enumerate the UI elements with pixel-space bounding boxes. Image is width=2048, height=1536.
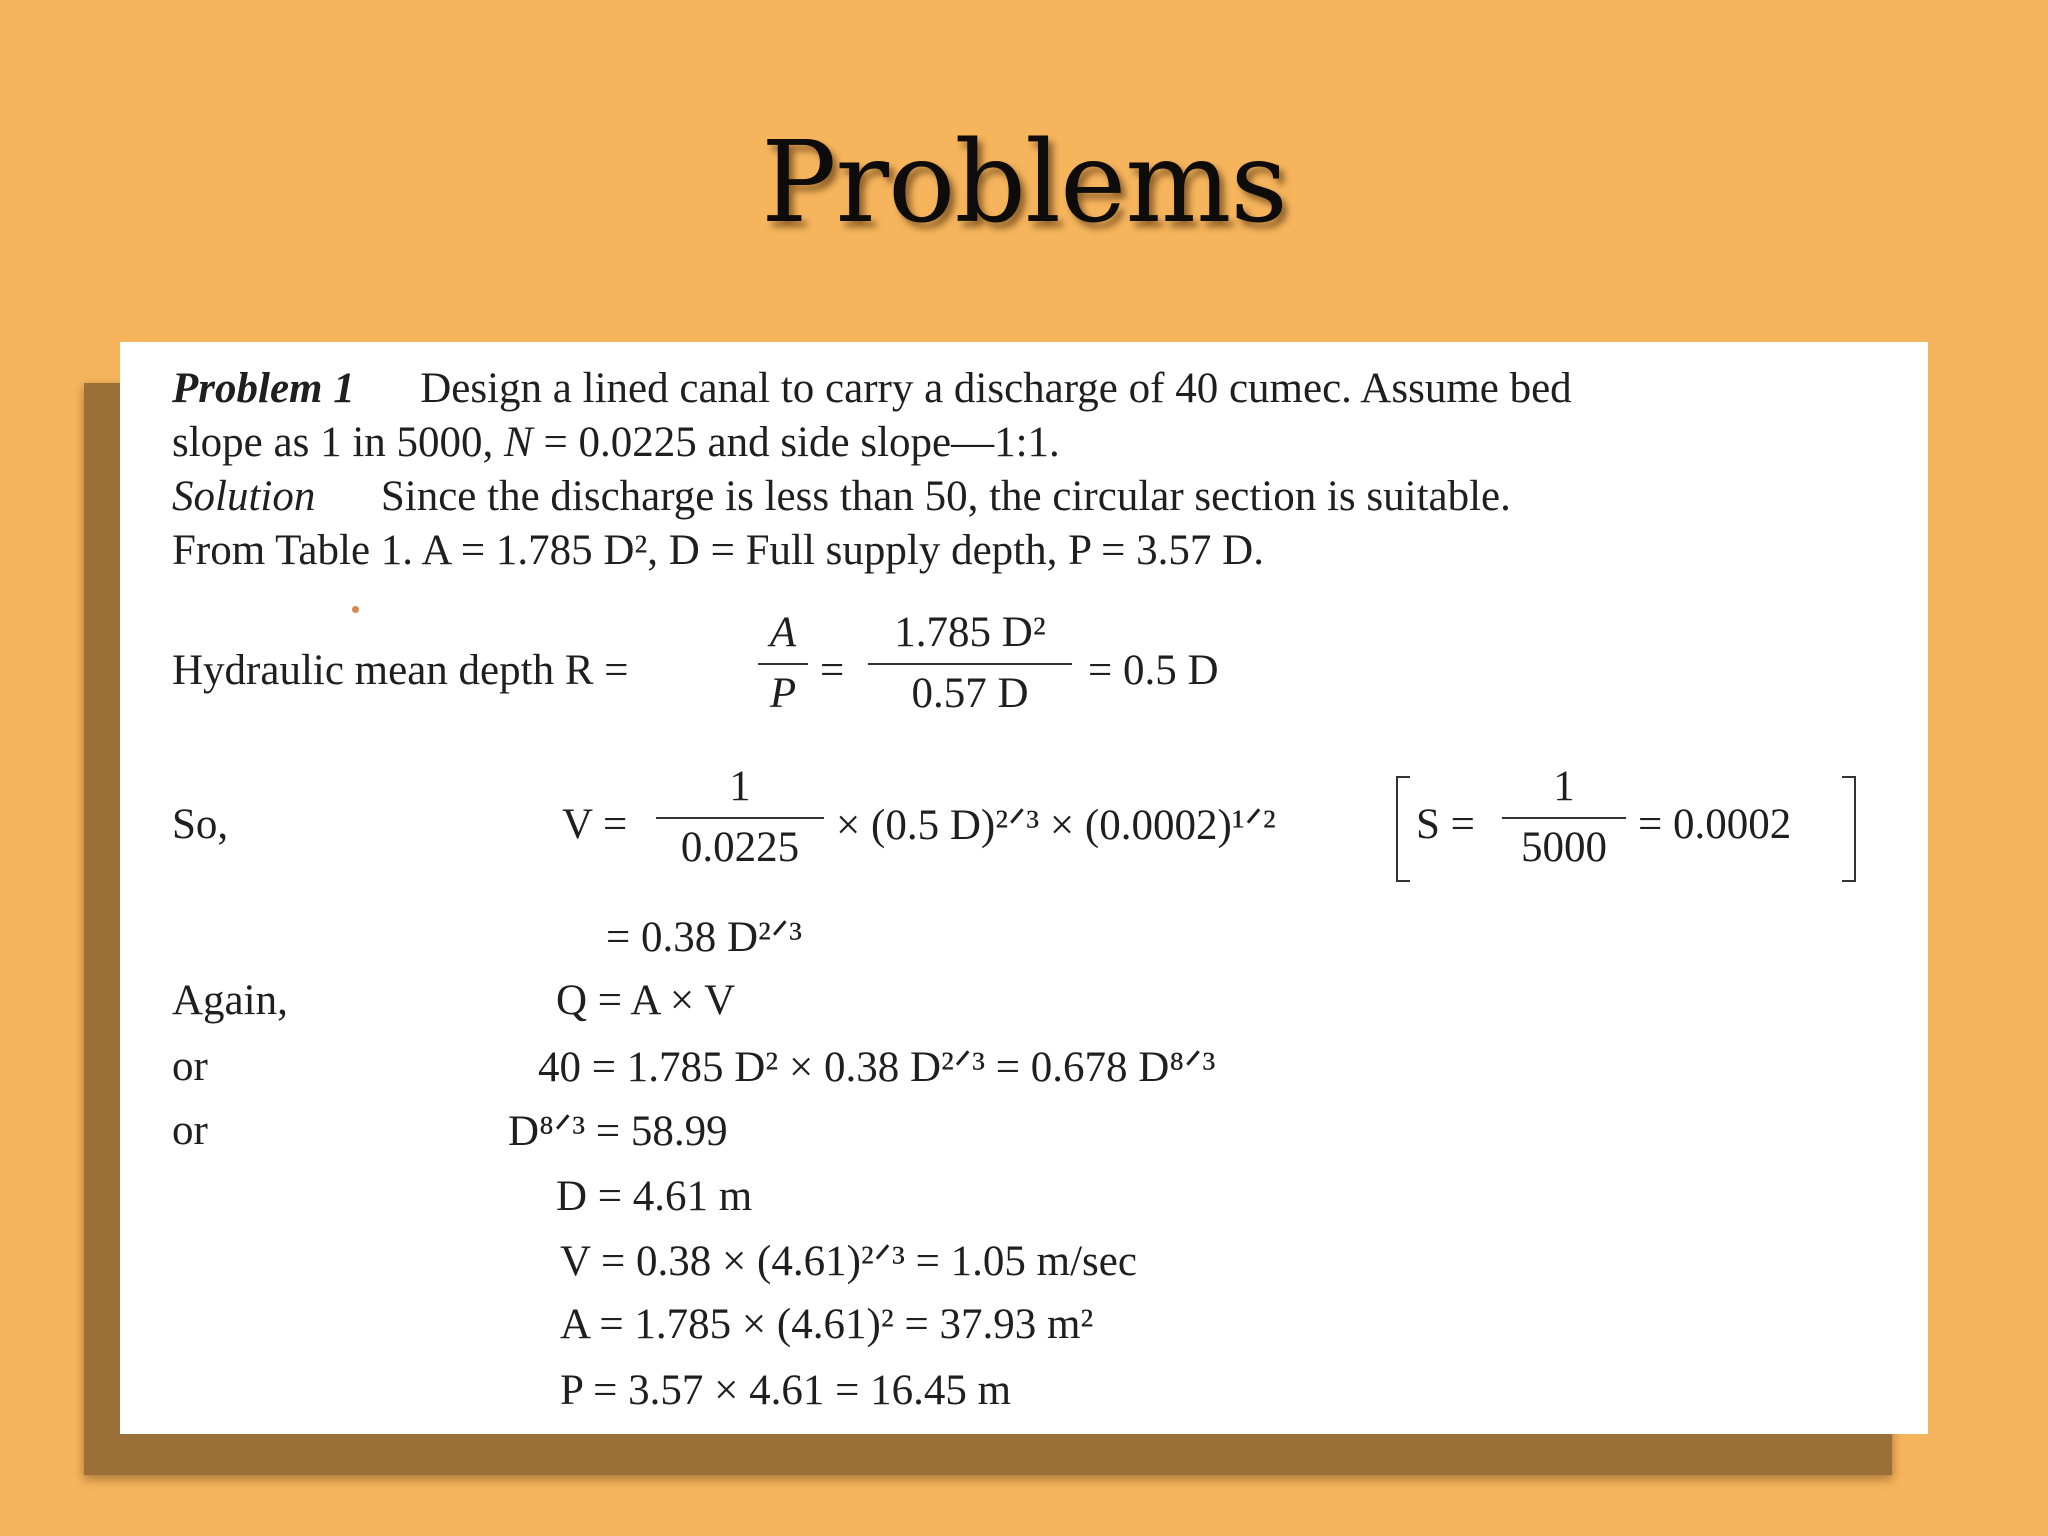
so-label: So, xyxy=(172,801,229,848)
fraction-denominator: 0.57 D xyxy=(911,670,1029,717)
fraction-numerator: A xyxy=(769,609,797,656)
problem-statement-line-2 xyxy=(172,418,1060,467)
depth-result: D = 4.61 m xyxy=(556,1173,753,1220)
discharge-substitution: 40 = 1.785 D² × 0.38 D²ᐟ³ = 0.678 D⁸ᐟ³ xyxy=(538,1044,1216,1091)
fraction-a-over-p xyxy=(758,608,808,718)
velocity-rhs: × (0.5 D)²ᐟ³ × (0.0002)¹ᐟ² xyxy=(836,802,1276,849)
statement-part: slope as 1 in 5000, xyxy=(172,419,505,466)
fraction-numerator: 1.785 D² xyxy=(894,609,1046,656)
hmd-result: = 0.5 D xyxy=(1088,647,1219,694)
slope-rhs: = 0.0002 xyxy=(1638,801,1792,848)
velocity-lhs: V = xyxy=(562,801,628,848)
solution-text: Since the discharge is less than 50, the circular section is suitable. xyxy=(380,473,1511,520)
statement-part: = 0.0225 and side slope—1:1. xyxy=(532,419,1060,466)
fraction-one-over-n xyxy=(656,762,824,872)
fraction-denominator: 0.0225 xyxy=(680,824,800,871)
problem-statement-line-1 xyxy=(172,364,1572,413)
table-reference-line: From Table 1. A = 1.785 D², D = Full supply depth, P = 3.57 D. xyxy=(172,527,1264,574)
slope-lhs: S = xyxy=(1416,801,1475,848)
velocity-final: V = 0.38 × (4.61)²ᐟ³ = 1.05 m/sec xyxy=(560,1238,1137,1285)
fraction-one-over-5000 xyxy=(1502,762,1626,872)
again-label: Again, xyxy=(172,977,288,1024)
area-final: A = 1.785 × (4.61)² = 37.93 m² xyxy=(560,1301,1094,1348)
or-label: or xyxy=(172,1043,208,1090)
problem-panel xyxy=(120,342,1928,1434)
problem-label: Problem 1 xyxy=(172,365,355,412)
fraction-area-over-perimeter xyxy=(868,608,1072,718)
manning-n-symbol: N xyxy=(504,419,533,466)
solution-line xyxy=(172,472,1511,521)
problem-statement-text: Design a lined canal to carry a discharge of 40 cumec. Assume bed xyxy=(420,365,1572,412)
or-label: or xyxy=(172,1107,208,1154)
fraction-numerator: 1 xyxy=(1553,763,1575,810)
right-bracket xyxy=(1842,776,1856,882)
equals-sign: = xyxy=(820,647,845,694)
slide-title: Problems xyxy=(761,118,1287,248)
fraction-numerator: 1 xyxy=(729,763,751,810)
fraction-denominator: P xyxy=(769,670,797,717)
velocity-result: = 0.38 D²ᐟ³ xyxy=(606,914,803,961)
ink-spot xyxy=(352,606,359,613)
hmd-prefix: Hydraulic mean depth R = xyxy=(172,647,629,694)
depth-power-equation: D⁸ᐟ³ = 58.99 xyxy=(508,1108,728,1155)
discharge-equation: Q = A × V xyxy=(556,977,736,1024)
fraction-denominator: 5000 xyxy=(1521,824,1607,871)
left-bracket xyxy=(1396,776,1410,882)
solution-label: Solution xyxy=(172,473,316,520)
perimeter-final: P = 3.57 × 4.61 = 16.45 m xyxy=(560,1367,1012,1414)
